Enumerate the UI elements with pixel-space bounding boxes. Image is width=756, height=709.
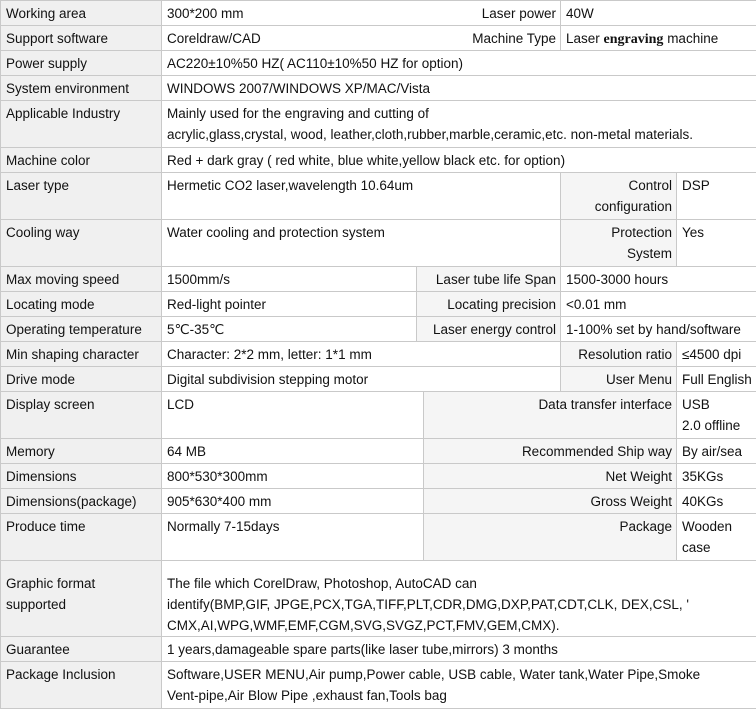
graphic-format-label-line2: supported bbox=[6, 597, 67, 612]
data-transfer-interface-value bbox=[677, 392, 756, 438]
machine-type-label: Machine Type bbox=[472, 31, 557, 46]
power-supply-value: AC220±10%50 HZ( AC110±10%50 HZ for option) bbox=[162, 51, 756, 75]
control-configuration-label bbox=[561, 173, 676, 219]
user-menu-value: Full English bbox=[677, 367, 756, 391]
protection-system-value: Yes bbox=[677, 220, 756, 266]
display-screen-label: Display screen bbox=[1, 392, 161, 438]
cooling-way-value: Water cooling and protection system bbox=[162, 220, 560, 266]
row-dimensions bbox=[1, 464, 756, 488]
laser-power-label: Laser power bbox=[481, 6, 557, 21]
memory-value: 64 MB bbox=[162, 439, 423, 463]
package-value bbox=[677, 514, 756, 560]
row-guarantee bbox=[1, 637, 756, 661]
package-inclusion-line2: Vent-pipe,Air Blow Pipe ,exhaust fan,Tools bag bbox=[167, 688, 447, 703]
applicable-industry-value bbox=[162, 101, 756, 147]
graphic-format-label-line1: Graphic format bbox=[6, 576, 96, 591]
recommended-ship-way-label: Recommended Ship way bbox=[424, 439, 676, 463]
locating-mode-value: Red-light pointer bbox=[162, 292, 416, 316]
system-environment-value: WINDOWS 2007/WINDOWS XP/MAC/Vista bbox=[162, 76, 756, 100]
dimensions-label: Dimensions bbox=[1, 464, 161, 488]
control-configuration-value: DSP bbox=[677, 173, 756, 219]
row-applicable-industry bbox=[1, 101, 756, 147]
package-inclusion-label: Package Inclusion bbox=[1, 662, 161, 708]
laser-type-label: Laser type bbox=[1, 173, 161, 219]
row-graphic-format bbox=[1, 561, 756, 636]
data-transfer-line2: 2.0 offline bbox=[682, 418, 741, 433]
row-memory bbox=[1, 439, 756, 463]
recommended-ship-way-value: By air/sea bbox=[677, 439, 756, 463]
laser-type-value: Hermetic CO2 laser,wavelength 10.64um bbox=[162, 173, 560, 219]
row-locating-mode bbox=[1, 292, 756, 316]
dimensions-value: 800*530*300mm bbox=[162, 464, 423, 488]
row-working-area bbox=[1, 1, 756, 25]
row-package-inclusion bbox=[1, 662, 756, 708]
working-area-value bbox=[162, 1, 560, 25]
locating-mode-label: Locating mode bbox=[1, 292, 161, 316]
machine-color-label: Machine color bbox=[1, 148, 161, 172]
operating-temperature-value: 5℃-35℃ bbox=[162, 317, 416, 341]
guarantee-label: Guarantee bbox=[1, 637, 161, 661]
laser-tube-life-label: Laser tube life Span bbox=[417, 267, 560, 291]
control-configuration-line2: configuration bbox=[594, 199, 673, 214]
machine-type-value bbox=[561, 26, 756, 50]
drive-mode-value: Digital subdivision stepping motor bbox=[162, 367, 560, 391]
min-shaping-character-label: Min shaping character bbox=[1, 342, 161, 366]
produce-time-label: Produce time bbox=[1, 514, 161, 560]
package-inclusion-value bbox=[162, 662, 756, 708]
net-weight-value: 35KGs bbox=[677, 464, 756, 488]
produce-time-value: Normally 7-15days bbox=[162, 514, 423, 560]
applicable-industry-label: Applicable Industry bbox=[1, 101, 161, 147]
machine-type-prefix: Laser bbox=[566, 31, 604, 46]
laser-energy-control-value: 1-100% set by hand/software bbox=[561, 317, 756, 341]
graphic-format-value bbox=[162, 561, 756, 636]
applicable-industry-line1: Mainly used for the engraving and cutting of bbox=[167, 106, 429, 121]
package-inclusion-line1: Software,USER MENU,Air pump,Power cable, USB cable, Water tank,Water Pipe,Smoke bbox=[167, 667, 701, 682]
row-produce-time bbox=[1, 514, 756, 560]
locating-precision-value: <0.01 mm bbox=[561, 292, 756, 316]
support-software-value bbox=[162, 26, 560, 50]
package-value-line1: Wooden bbox=[682, 519, 733, 534]
support-software-value-text: Coreldraw/CAD bbox=[167, 31, 261, 46]
dimensions-package-label: Dimensions(package) bbox=[1, 489, 161, 513]
row-dimensions-package bbox=[1, 489, 756, 513]
drive-mode-label: Drive mode bbox=[1, 367, 161, 391]
power-supply-label: Power supply bbox=[1, 51, 161, 75]
display-screen-value: LCD bbox=[162, 392, 423, 438]
working-area-label: Working area bbox=[1, 1, 161, 25]
machine-type-bold: engraving bbox=[603, 32, 664, 47]
row-power-supply bbox=[1, 51, 756, 75]
gross-weight-value: 40KGs bbox=[677, 489, 756, 513]
protection-system-label bbox=[561, 220, 676, 266]
memory-label: Memory bbox=[1, 439, 161, 463]
net-weight-label: Net Weight bbox=[424, 464, 676, 488]
data-transfer-interface-label: Data transfer interface bbox=[424, 392, 676, 438]
max-moving-speed-label: Max moving speed bbox=[1, 267, 161, 291]
row-max-moving-speed bbox=[1, 267, 756, 291]
row-system-environment bbox=[1, 76, 756, 100]
row-support-software bbox=[1, 26, 756, 50]
gross-weight-label: Gross Weight bbox=[424, 489, 676, 513]
dimensions-package-value: 905*630*400 mm bbox=[162, 489, 423, 513]
guarantee-value: 1 years,damageable spare parts(like laser tube,mirrors) 3 months bbox=[162, 637, 756, 661]
graphic-format-line3: CMX,AI,WPG,WMF,EMF,CGM,SVG,SVGZ,PCT,FMV,GEM,CMX). bbox=[167, 618, 560, 633]
control-configuration-line1: Control bbox=[628, 178, 673, 193]
laser-power-value: 40W bbox=[561, 1, 756, 25]
row-operating-temperature bbox=[1, 317, 756, 341]
graphic-format-label bbox=[1, 561, 161, 636]
graphic-format-line2: identify(BMP,GIF, JPGE,PCX,TGA,TIFF,PLT,CDR,DMG,DXP,PAT,CDT,CLK, DEX,CSL, ' bbox=[167, 597, 689, 612]
row-machine-color bbox=[1, 148, 756, 172]
locating-precision-label: Locating precision bbox=[417, 292, 560, 316]
operating-temperature-label: Operating temperature bbox=[1, 317, 161, 341]
max-moving-speed-value: 1500mm/s bbox=[162, 267, 416, 291]
working-area-value-text: 300*200 mm bbox=[167, 6, 244, 21]
row-laser-type bbox=[1, 173, 756, 219]
user-menu-label: User Menu bbox=[561, 367, 676, 391]
machine-type-suffix: machine bbox=[663, 31, 719, 46]
system-environment-label: System environment bbox=[1, 76, 161, 100]
row-cooling-way bbox=[1, 220, 756, 266]
resolution-ratio-value: ≤4500 dpi bbox=[677, 342, 756, 366]
support-software-label: Support software bbox=[1, 26, 161, 50]
package-label: Package bbox=[424, 514, 676, 560]
laser-tube-life-value: 1500-3000 hours bbox=[561, 267, 756, 291]
cooling-way-label: Cooling way bbox=[1, 220, 161, 266]
protection-system-line2: System bbox=[627, 246, 673, 261]
row-min-shaping-character bbox=[1, 342, 756, 366]
row-drive-mode bbox=[1, 367, 756, 391]
graphic-format-line1: The file which CorelDraw, Photoshop, AutoCAD can bbox=[167, 576, 477, 591]
data-transfer-line1: USB bbox=[682, 397, 710, 412]
applicable-industry-line2: acrylic,glass,crystal, wood, leather,cloth,rubber,marble,ceramic,etc. non-metal materials. bbox=[167, 127, 693, 142]
min-shaping-character-value: Character: 2*2 mm, letter: 1*1 mm bbox=[162, 342, 560, 366]
package-value-line2: case bbox=[682, 540, 711, 555]
row-display-screen bbox=[1, 392, 756, 438]
protection-system-line1: Protection bbox=[611, 225, 673, 240]
machine-color-value: Red + dark gray ( red white, blue white,yellow black etc. for option) bbox=[162, 148, 756, 172]
resolution-ratio-label: Resolution ratio bbox=[561, 342, 676, 366]
laser-energy-control-label: Laser energy control bbox=[417, 317, 560, 341]
